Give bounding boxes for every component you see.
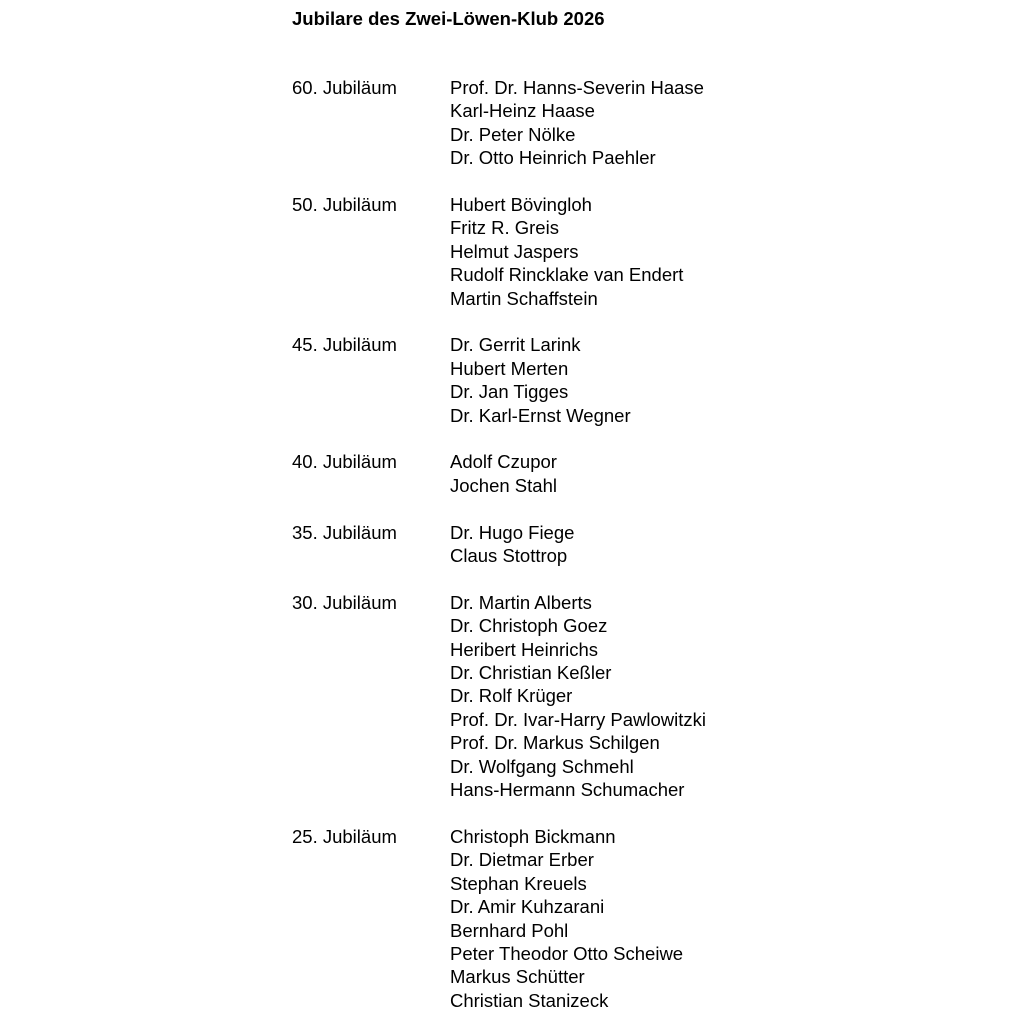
member-name: Fritz R. Greis: [450, 217, 559, 239]
member-name: Stephan Kreuels: [450, 872, 587, 894]
member-name: Claus Stottrop: [450, 545, 568, 567]
jubilee-label: 50. Jubiläum: [292, 194, 397, 216]
member-name: Prof. Dr. Hanns-Severin Haase: [450, 77, 704, 98]
jubilee-group: [292, 521, 992, 568]
member-name: Jochen Stahl: [450, 474, 557, 496]
jubilee-label: 30. Jubiläum: [292, 591, 397, 613]
member-name: Dr. Rolf Krüger: [450, 685, 573, 707]
member-name: Markus Schütter: [450, 966, 585, 988]
member-name: Dr. Dietmar Erber: [450, 849, 594, 871]
member-name: Prof. Dr. Ivar-Harry Pawlowitzki: [450, 708, 706, 730]
jubilee-group: [292, 450, 992, 497]
document-title: Jubilare des Zwei-Löwen-Klub 2026: [292, 8, 605, 29]
member-name: Dr. Wolfgang Schmehl: [450, 755, 634, 777]
jubilee-label: 25. Jubiläum: [292, 825, 397, 847]
jubilee-label: 35. Jubiläum: [292, 521, 397, 543]
member-name: Dr. Karl-Ernst Wegner: [450, 404, 631, 426]
member-name: Dr. Martin Alberts: [450, 591, 592, 613]
member-name: Prof. Dr. Markus Schilgen: [450, 732, 660, 754]
member-name: Peter Theodor Otto Scheiwe: [450, 942, 684, 964]
member-name: Christoph Bickmann: [450, 825, 616, 847]
member-name: Dr. Jan Tigges: [450, 381, 569, 403]
member-name: Christian Stanizeck: [450, 989, 609, 1011]
member-name: Martin Schaffstein: [450, 287, 598, 309]
member-list: [450, 521, 574, 568]
member-name: Dr. Hugo Fiege: [450, 521, 575, 543]
jubilee-group: [292, 591, 992, 802]
member-name: Bernhard Pohl: [450, 919, 569, 941]
member-name: Dr. Otto Heinrich Paehler: [450, 147, 656, 169]
member-name: Dr. Gerrit Larink: [450, 334, 581, 356]
jubilee-group: [292, 193, 992, 310]
member-list: [450, 450, 557, 497]
member-name: Dr. Amir Kuhzarani: [450, 896, 605, 918]
member-name: Hubert Bövingloh: [450, 194, 592, 216]
member-name: Dr. Christian Keßler: [450, 662, 612, 684]
member-list: [450, 333, 631, 427]
jubilee-label: 40. Jubiläum: [292, 451, 397, 473]
member-list: [450, 825, 683, 1012]
member-name: Helmut Jaspers: [450, 240, 579, 262]
member-name: Dr. Peter Nölke: [450, 123, 576, 145]
member-name: Heribert Heinrichs: [450, 638, 599, 660]
member-name: Dr. Christoph Goez: [450, 615, 608, 637]
jubilee-label: 45. Jubiläum: [292, 334, 397, 356]
member-name: Karl-Heinz Haase: [450, 100, 595, 122]
member-list: [450, 193, 683, 310]
jubilee-group: [292, 825, 992, 1012]
jubilee-group: [292, 333, 992, 427]
jubilee-group: [292, 76, 992, 170]
member-name: Rudolf Rincklake van Endert: [450, 264, 684, 286]
jubilee-label: 60. Jubiläum: [292, 77, 397, 98]
member-list: [450, 591, 706, 802]
member-name: Hans-Hermann Schumacher: [450, 779, 685, 801]
member-list: [450, 76, 704, 170]
member-name: Adolf Czupor: [450, 451, 557, 473]
jubilee-groups: [292, 76, 992, 1036]
member-name: Hubert Merten: [450, 357, 569, 379]
